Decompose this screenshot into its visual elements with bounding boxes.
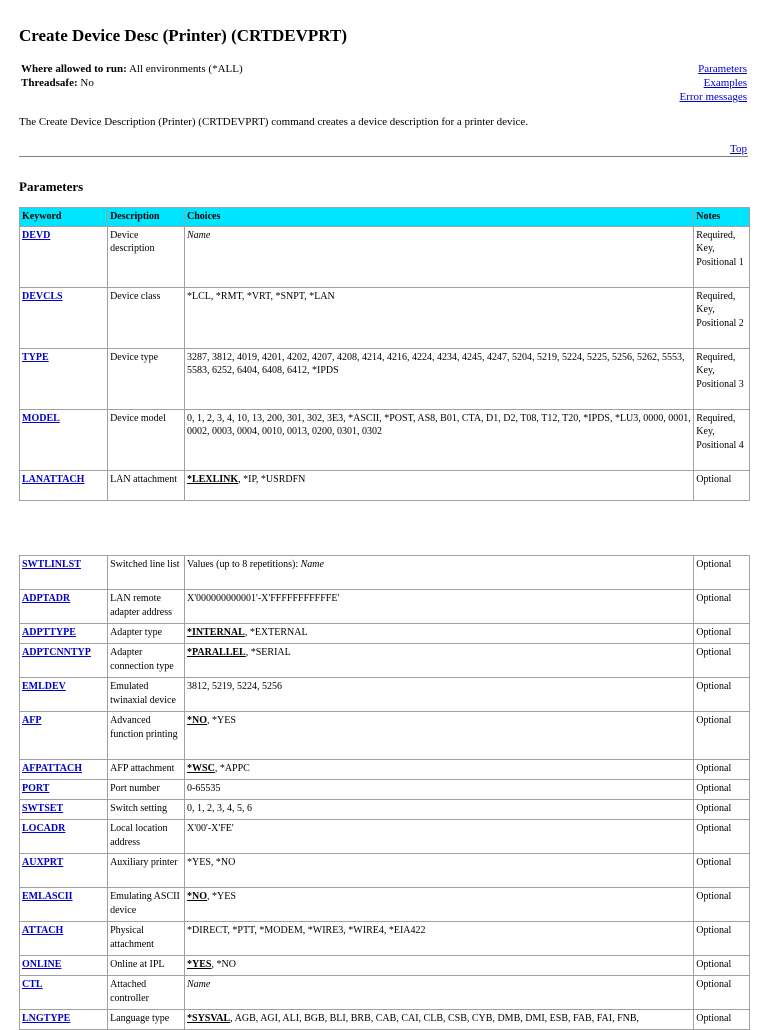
keyword-link[interactable]: DEVCLS xyxy=(22,290,63,302)
description-cell: AFP attachment xyxy=(108,760,185,780)
table-row xyxy=(20,760,750,780)
keyword-link[interactable]: EMLDEV xyxy=(22,681,66,692)
table-row xyxy=(20,624,750,644)
command-meta xyxy=(21,62,243,90)
divider xyxy=(19,156,748,157)
notes-cell: Optional xyxy=(694,854,750,888)
keyword-cell xyxy=(20,556,108,590)
table-row xyxy=(20,712,750,760)
notes-cell: Required, Key, Positional 1 xyxy=(694,226,750,287)
choices-italic: Name xyxy=(300,559,324,570)
notes-cell: Optional xyxy=(694,712,750,760)
keyword-cell xyxy=(20,678,108,712)
keyword-cell xyxy=(20,976,108,1010)
choices-cell xyxy=(185,956,694,976)
keyword-link[interactable]: MODEL xyxy=(22,412,60,424)
table-row xyxy=(20,956,750,976)
notes-cell: Required, Key, Positional 2 xyxy=(694,287,750,348)
choices-text: Values (up to 8 repetitions): xyxy=(187,559,301,570)
description-cell: Switched line list xyxy=(108,556,185,590)
choices-text: 0-65535 xyxy=(187,783,221,794)
choices-text: 3812, 5219, 5224, 5256 xyxy=(187,681,283,692)
choices-text: , AGB, AGI, ALI, BGB, BLI, BRB, CAB, CAI, CLB, CSB, CYB, DMB, DMI, ESB, FAB, FAI, FNB, xyxy=(230,1013,640,1024)
description-cell: Switch setting xyxy=(108,800,185,820)
table-row xyxy=(20,976,750,1010)
notes-cell: Optional xyxy=(694,590,750,624)
choices-text: , *SERIAL xyxy=(245,647,291,658)
keyword-link[interactable]: DEVD xyxy=(22,229,51,241)
notes-cell: Optional xyxy=(694,820,750,854)
keyword-cell xyxy=(20,644,108,678)
description-cell: Adapter connection type xyxy=(108,644,185,678)
table-row xyxy=(20,409,750,470)
choices-cell xyxy=(185,226,694,287)
notes-cell: Optional xyxy=(694,976,750,1010)
keyword-link[interactable]: SWTSET xyxy=(22,803,64,814)
choices-cell xyxy=(185,888,694,922)
choices-cell xyxy=(185,800,694,820)
table-row xyxy=(20,888,750,922)
description-cell: Online at IPL xyxy=(108,956,185,976)
choices-italic: Name xyxy=(187,979,211,990)
default-choice: *LEXLINK xyxy=(187,473,239,485)
keyword-link[interactable]: LOCADR xyxy=(22,823,66,834)
choices-cell xyxy=(185,678,694,712)
keyword-cell xyxy=(20,800,108,820)
default-choice: *PARALLEL xyxy=(187,647,246,658)
header-choices: Choices xyxy=(185,208,694,227)
description-cell: Device type xyxy=(108,348,185,409)
table-row xyxy=(20,1010,750,1030)
keyword-link[interactable]: EMLASCII xyxy=(22,891,73,902)
threadsafe-line xyxy=(21,76,243,90)
description-cell: Attached controller xyxy=(108,976,185,1010)
choices-text: 0, 1, 2, 3, 4, 10, 13, 200, 301, 302, 3E3, *ASCII, *POST, AS8, B01, CTA, D1, D2, T08, T12, T20, *IPDS, *LU3, 0000, 0001, 0002, 0003, 0004, 0010, 0013, 0200, 0301, 0302 xyxy=(187,412,691,437)
notes-cell: Required, Key, Positional 4 xyxy=(694,409,750,470)
table-row xyxy=(20,820,750,854)
choices-text: , *YES xyxy=(207,891,236,902)
description-cell: Local location address xyxy=(108,820,185,854)
notes-cell: Required, Key, Positional 3 xyxy=(694,348,750,409)
description-cell: LAN attachment xyxy=(108,470,185,500)
keyword-link[interactable]: SWTLINLST xyxy=(22,559,81,570)
header-keyword: Keyword xyxy=(20,208,108,227)
keyword-link[interactable]: CTL xyxy=(22,979,43,990)
notes-cell: Optional xyxy=(694,922,750,956)
default-choice: *NO xyxy=(187,715,208,726)
description-cell: Device class xyxy=(108,287,185,348)
choices-cell xyxy=(185,409,694,470)
notes-cell: Optional xyxy=(694,760,750,780)
choices-text: , *YES xyxy=(207,715,236,726)
keyword-cell xyxy=(20,409,108,470)
table-row xyxy=(20,644,750,678)
threadsafe-value: No xyxy=(80,77,94,89)
keyword-link[interactable]: LNGTYPE xyxy=(22,1013,71,1024)
choices-cell xyxy=(185,624,694,644)
choices-italic: Name xyxy=(187,229,211,241)
default-choice: *SYSVAL xyxy=(187,1013,231,1024)
choices-cell xyxy=(185,287,694,348)
choices-cell xyxy=(185,854,694,888)
keyword-link[interactable]: ADPTTYPE xyxy=(22,627,76,638)
examples-link[interactable]: Examples xyxy=(703,77,747,89)
keyword-cell xyxy=(20,888,108,922)
description-cell: Emulating ASCII device xyxy=(108,888,185,922)
choices-text: 3287, 3812, 4019, 4201, 4202, 4207, 4208, 4214, 4216, 4224, 4234, 4245, 4247, 5204, 5219, 5224, 5225, 5256, 5262, 5553, 5583, 6252, 6404, 6408, 6412, *IPDS xyxy=(187,351,685,376)
description-cell: Advanced function printing xyxy=(108,712,185,760)
notes-cell: Optional xyxy=(694,780,750,800)
page-title: Create Device Desc (Printer) (CRTDEVPRT) xyxy=(19,26,347,45)
choices-cell xyxy=(185,922,694,956)
choices-cell xyxy=(185,760,694,780)
keyword-cell xyxy=(20,470,108,500)
keyword-link[interactable]: LANATTACH xyxy=(22,473,85,485)
choices-text: , *APPC xyxy=(214,763,250,774)
description-cell: Adapter type xyxy=(108,624,185,644)
keyword-cell xyxy=(20,780,108,800)
choices-cell xyxy=(185,470,694,500)
notes-cell: Optional xyxy=(694,644,750,678)
keyword-link[interactable]: PORT xyxy=(22,783,50,794)
table-row xyxy=(20,470,750,500)
section-title: Parameters xyxy=(19,179,84,194)
default-choice: *YES xyxy=(187,959,212,970)
notes-cell: Optional xyxy=(694,956,750,976)
keyword-cell xyxy=(20,624,108,644)
keyword-cell xyxy=(20,820,108,854)
choices-cell xyxy=(185,780,694,800)
keyword-cell xyxy=(20,712,108,760)
choices-cell xyxy=(185,556,694,590)
keyword-link[interactable]: ONLINE xyxy=(22,959,62,970)
where-allowed-value: All environments (*ALL) xyxy=(128,63,243,75)
description-cell: Device model xyxy=(108,409,185,470)
header-notes: Notes xyxy=(694,208,750,227)
choices-cell xyxy=(185,820,694,854)
choices-cell xyxy=(185,590,694,624)
notes-cell: Optional xyxy=(694,624,750,644)
choices-text: 0, 1, 2, 3, 4, 5, 6 xyxy=(187,803,253,814)
keyword-link[interactable]: AFP xyxy=(22,715,42,726)
choices-text: X'00'-X'FE' xyxy=(187,823,234,834)
notes-cell: Optional xyxy=(694,888,750,922)
parameters-table xyxy=(19,207,750,501)
table-row xyxy=(20,678,750,712)
notes-cell: Optional xyxy=(694,800,750,820)
keyword-cell xyxy=(20,956,108,976)
top-link[interactable]: Top xyxy=(730,143,747,155)
keyword-link[interactable]: TYPE xyxy=(22,351,49,363)
section-nav xyxy=(679,62,747,104)
choices-cell xyxy=(185,712,694,760)
notes-cell: Optional xyxy=(694,678,750,712)
table-row xyxy=(20,800,750,820)
choices-text: , *EXTERNAL xyxy=(244,627,308,638)
choices-text: *DIRECT, *PTT, *MODEM, *WIRE3, *WIRE4, *EIA422 xyxy=(187,925,426,936)
table-row xyxy=(20,348,750,409)
notes-cell: Optional xyxy=(694,1010,750,1030)
parameters-link[interactable]: Parameters xyxy=(698,63,747,75)
error-messages-link[interactable]: Error messages xyxy=(679,91,747,103)
intro-text: The Create Device Description (Printer) (CRTDEVPRT) command creates a device description for a printer device. xyxy=(19,116,529,128)
choices-cell xyxy=(185,976,694,1010)
table-row xyxy=(20,780,750,800)
table-row xyxy=(20,556,750,590)
threadsafe-label: Threadsafe: xyxy=(21,77,78,89)
where-allowed-label: Where allowed to run: xyxy=(21,63,127,75)
choices-cell xyxy=(185,1010,694,1030)
where-allowed-line xyxy=(21,62,243,76)
keyword-cell xyxy=(20,226,108,287)
description-cell: Device description xyxy=(108,226,185,287)
choices-cell xyxy=(185,644,694,678)
table-row xyxy=(20,590,750,624)
table-row xyxy=(20,922,750,956)
choices-text: *YES, *NO xyxy=(187,857,236,868)
keyword-cell xyxy=(20,287,108,348)
table-row xyxy=(20,226,750,287)
description-cell: Physical attachment xyxy=(108,922,185,956)
choices-text: *LCL, *RMT, *VRT, *SNPT, *LAN xyxy=(187,290,335,302)
keyword-link[interactable]: ADPTADR xyxy=(22,593,71,604)
choices-text: X'000000000001'-X'FFFFFFFFFFFE' xyxy=(187,593,340,604)
table-row xyxy=(20,854,750,888)
keyword-cell xyxy=(20,760,108,780)
keyword-cell xyxy=(20,922,108,956)
keyword-link[interactable]: AFPATTACH xyxy=(22,763,82,774)
keyword-cell xyxy=(20,1010,108,1030)
keyword-cell xyxy=(20,590,108,624)
notes-cell: Optional xyxy=(694,556,750,590)
description-cell: Emulated twinaxial device xyxy=(108,678,185,712)
default-choice: *INTERNAL xyxy=(187,627,245,638)
description-cell: Auxiliary printer xyxy=(108,854,185,888)
keyword-link[interactable]: ADPTCNNTYP xyxy=(22,647,91,658)
default-choice: *WSC xyxy=(187,763,215,774)
keyword-link[interactable]: ATTACH xyxy=(22,925,64,936)
table-row xyxy=(20,287,750,348)
parameters-table-continued xyxy=(19,555,750,1030)
notes-cell: Optional xyxy=(694,470,750,500)
keyword-link[interactable]: AUXPRT xyxy=(22,857,64,868)
header-description: Description xyxy=(108,208,185,227)
description-cell: LAN remote adapter address xyxy=(108,590,185,624)
keyword-cell xyxy=(20,348,108,409)
description-cell: Language type xyxy=(108,1010,185,1030)
keyword-cell xyxy=(20,854,108,888)
table-header-row xyxy=(20,208,750,227)
choices-text: , *IP, *USRDFN xyxy=(238,473,306,485)
default-choice: *NO xyxy=(187,891,208,902)
choices-cell xyxy=(185,348,694,409)
choices-text: , *NO xyxy=(211,959,236,970)
description-cell: Port number xyxy=(108,780,185,800)
